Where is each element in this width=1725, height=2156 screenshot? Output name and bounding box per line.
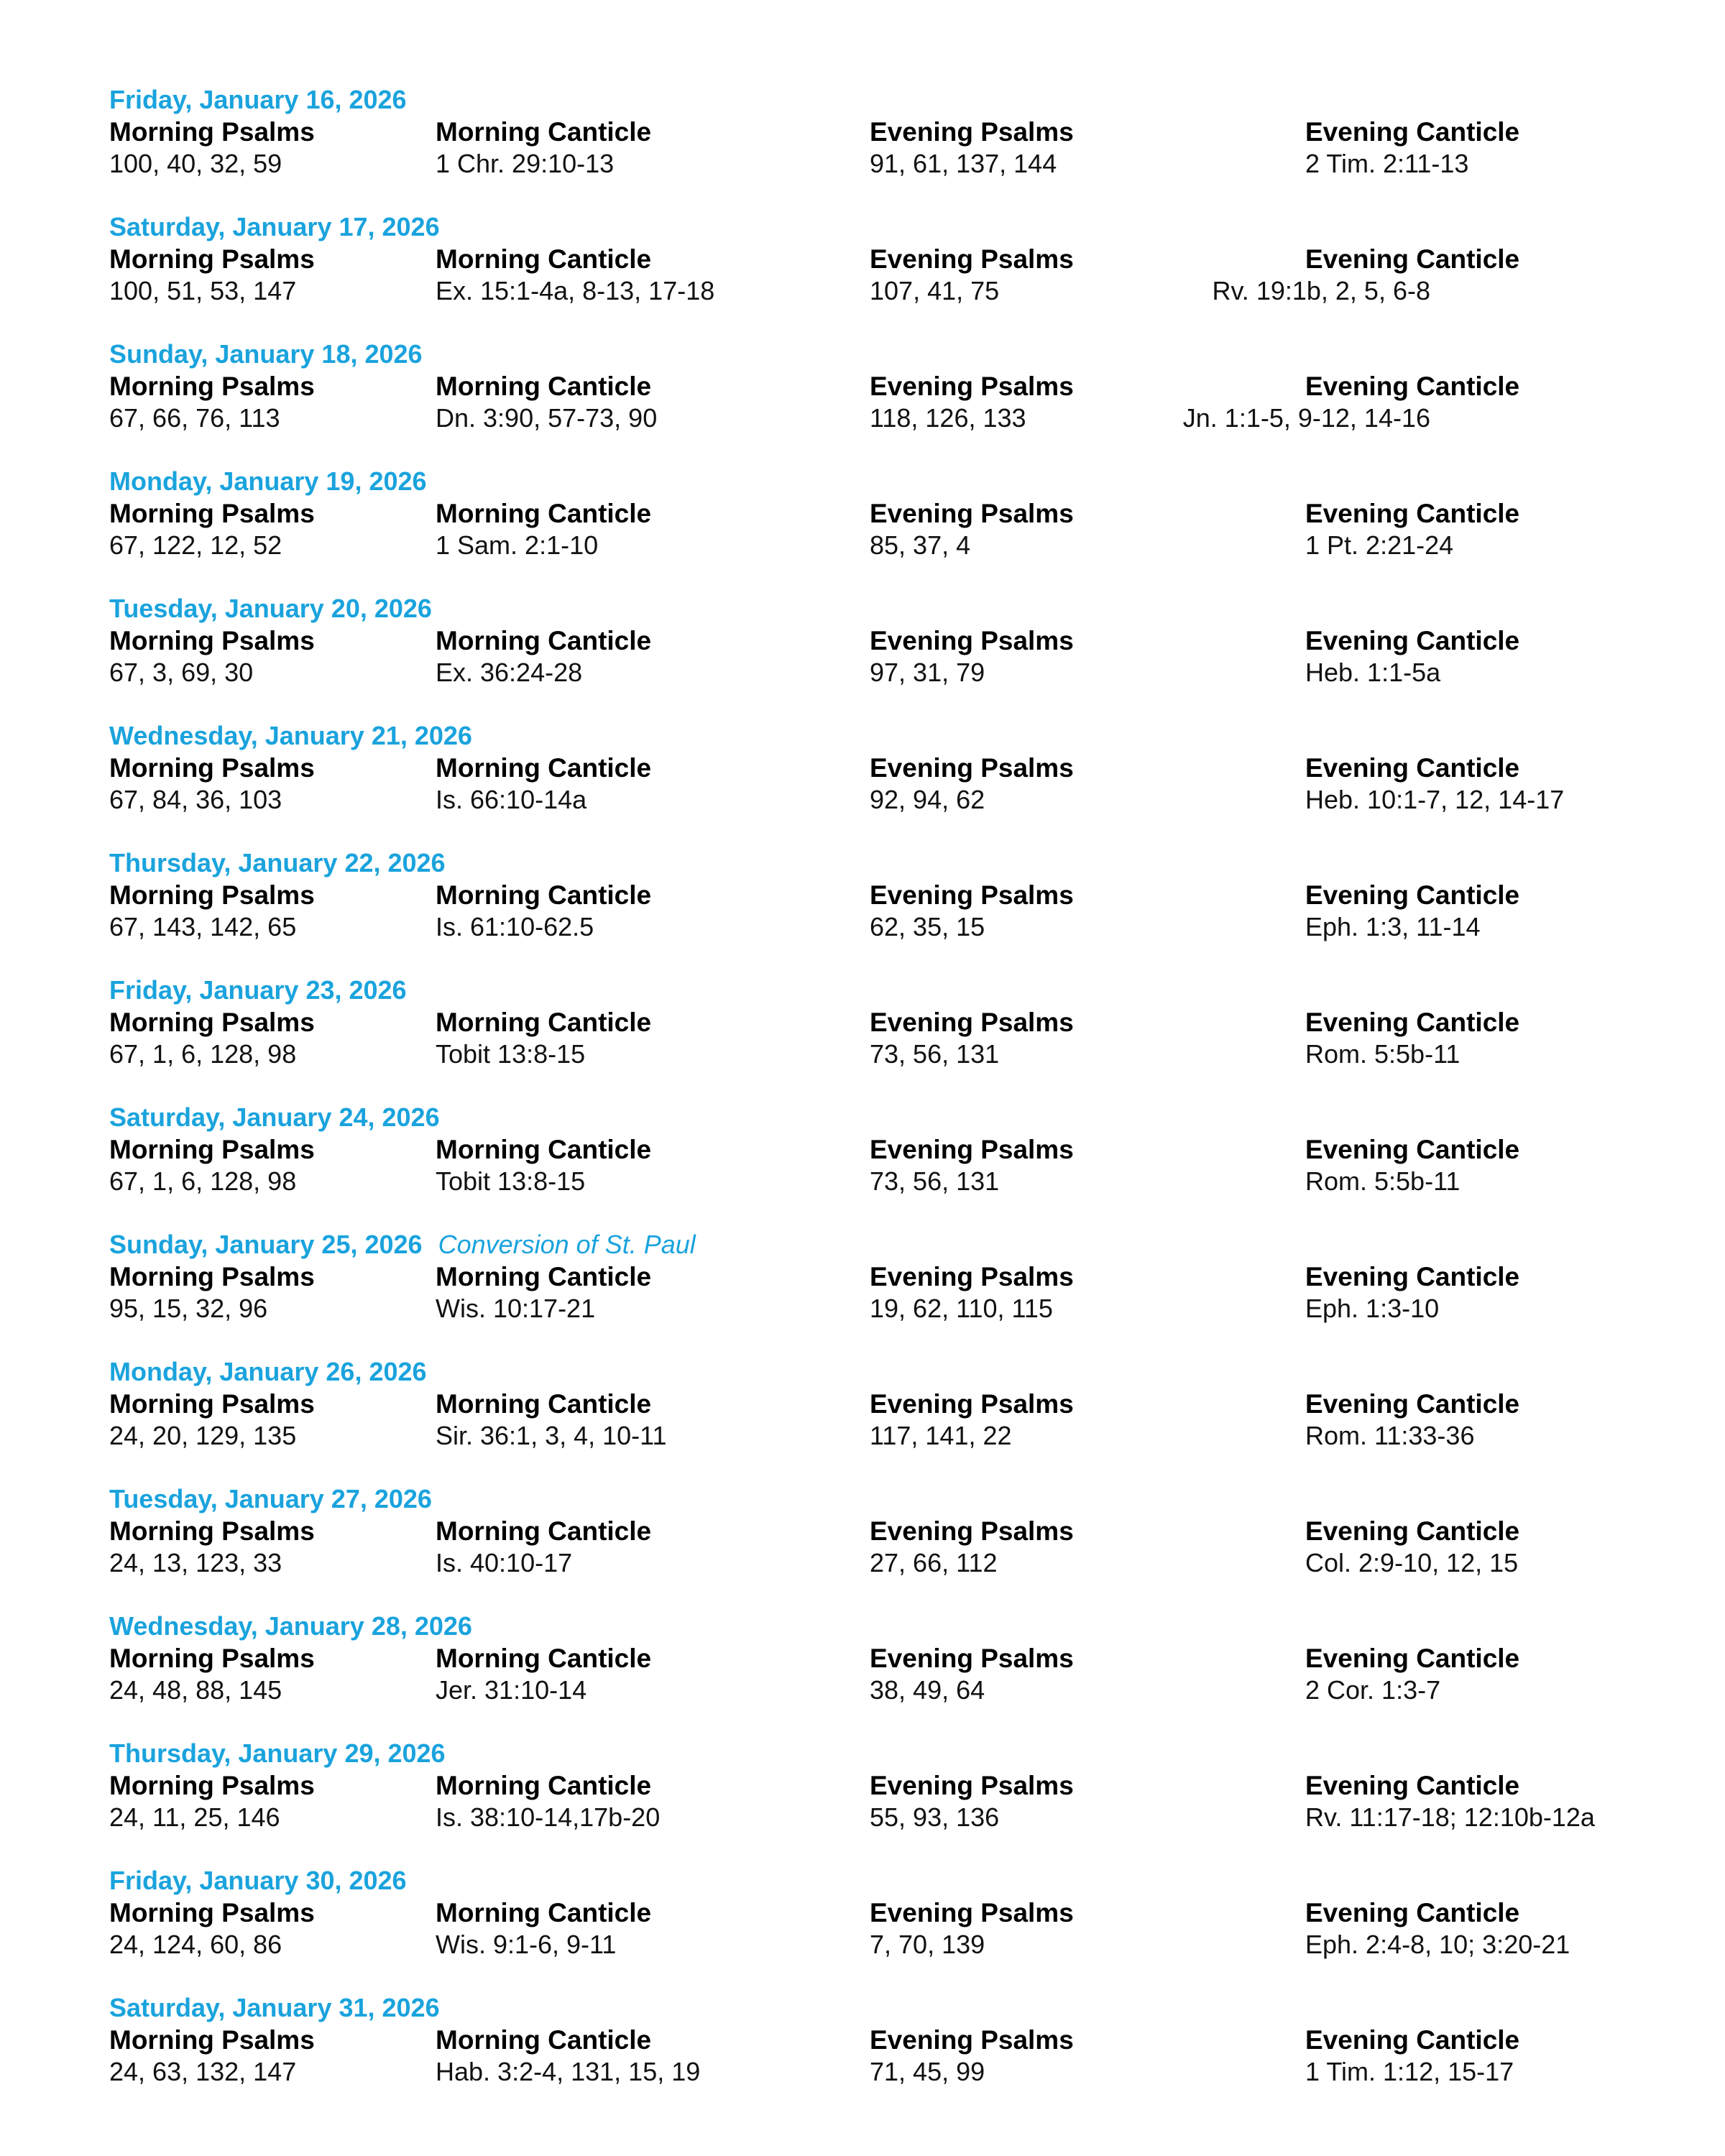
day-date: Sunday, January 25, 2026 bbox=[109, 1230, 423, 1259]
morning-canticle-value: Tobit 13:8-15 bbox=[436, 1166, 586, 1196]
evening-canticle-header: Evening Canticle bbox=[1305, 626, 1520, 655]
morning-psalms-value: 67, 143, 142, 65 bbox=[109, 912, 297, 941]
evening-canticle-value: Rom. 5:5b-11 bbox=[1305, 1039, 1460, 1069]
day-date: Monday, January 26, 2026 bbox=[109, 1357, 427, 1386]
evening-canticle-value: 1 Pt. 2:21-24 bbox=[1305, 530, 1454, 560]
day-date: Tuesday, January 27, 2026 bbox=[109, 1484, 432, 1514]
evening-psalms-header: Evening Psalms bbox=[870, 1389, 1074, 1419]
evening-canticle-header: Evening Canticle bbox=[1305, 1389, 1520, 1419]
day-entry bbox=[109, 1991, 1633, 2119]
evening-psalms-value: 38, 49, 64 bbox=[870, 1675, 985, 1705]
day-entry bbox=[109, 1228, 1633, 1355]
morning-psalms-value: 67, 84, 36, 103 bbox=[109, 785, 282, 814]
evening-psalms-value: 117, 141, 22 bbox=[870, 1421, 1012, 1450]
evening-psalms-header: Evening Psalms bbox=[870, 117, 1074, 147]
evening-psalms-header: Evening Psalms bbox=[870, 1516, 1074, 1546]
evening-canticle-value: Jn. 1:1-5, 9-12, 14-16 bbox=[1182, 403, 1430, 433]
column-header-row bbox=[109, 244, 1633, 275]
morning-psalms-header: Morning Psalms bbox=[109, 1008, 315, 1037]
readings-row bbox=[109, 148, 1633, 180]
evening-psalms-value: 62, 35, 15 bbox=[870, 912, 985, 941]
day-entry bbox=[109, 83, 1633, 211]
column-header-row bbox=[109, 371, 1633, 402]
evening-psalms-header: Evening Psalms bbox=[870, 880, 1074, 910]
day-date: Saturday, January 24, 2026 bbox=[109, 1102, 440, 1132]
evening-psalms-header: Evening Psalms bbox=[870, 244, 1074, 274]
date-line bbox=[109, 1737, 1633, 1770]
morning-psalms-value: 24, 13, 123, 33 bbox=[109, 1548, 282, 1577]
morning-psalms-header: Morning Psalms bbox=[109, 1771, 315, 1800]
morning-psalms-value: 95, 15, 32, 96 bbox=[109, 1294, 268, 1323]
morning-psalms-header: Morning Psalms bbox=[109, 1262, 315, 1291]
evening-canticle-value: Heb. 10:1-7, 12, 14-17 bbox=[1305, 785, 1565, 814]
evening-psalms-header: Evening Psalms bbox=[870, 1644, 1074, 1673]
column-header-row bbox=[109, 1516, 1633, 1547]
evening-canticle-header: Evening Canticle bbox=[1305, 1898, 1520, 1927]
morning-psalms-header: Morning Psalms bbox=[109, 1135, 315, 1164]
evening-psalms-header: Evening Psalms bbox=[870, 1135, 1074, 1164]
morning-canticle-value: 1 Chr. 29:10-13 bbox=[436, 149, 615, 178]
column-header-row bbox=[109, 1643, 1633, 1674]
morning-canticle-header: Morning Canticle bbox=[436, 1008, 652, 1037]
date-line bbox=[109, 1483, 1633, 1516]
date-line bbox=[109, 465, 1633, 498]
evening-canticle-value: Eph. 2:4-8, 10; 3:20-21 bbox=[1305, 1930, 1570, 1959]
morning-canticle-value: Is. 66:10-14a bbox=[436, 785, 587, 814]
evening-psalms-header: Evening Psalms bbox=[870, 753, 1074, 783]
column-header-row bbox=[109, 116, 1633, 148]
evening-canticle-header: Evening Canticle bbox=[1305, 1008, 1520, 1037]
readings-row bbox=[109, 1547, 1633, 1579]
evening-canticle-value: Heb. 1:1-5a bbox=[1305, 658, 1441, 687]
morning-canticle-header: Morning Canticle bbox=[436, 1135, 652, 1164]
evening-canticle-header: Evening Canticle bbox=[1305, 1262, 1520, 1291]
morning-psalms-value: 24, 48, 88, 145 bbox=[109, 1675, 282, 1705]
readings-row bbox=[109, 784, 1633, 816]
date-line bbox=[109, 1610, 1633, 1643]
morning-canticle-header: Morning Canticle bbox=[436, 1516, 652, 1546]
date-line bbox=[109, 1228, 1633, 1261]
evening-psalms-value: 19, 62, 110, 115 bbox=[870, 1294, 1053, 1323]
evening-psalms-value: 71, 45, 99 bbox=[870, 2057, 985, 2086]
morning-psalms-header: Morning Psalms bbox=[109, 753, 315, 783]
readings-row bbox=[109, 1038, 1633, 1070]
evening-psalms-value: 91, 61, 137, 144 bbox=[870, 149, 1057, 178]
evening-canticle-header: Evening Canticle bbox=[1305, 1771, 1520, 1800]
date-line bbox=[109, 211, 1633, 244]
evening-psalms-value: 107, 41, 75 bbox=[870, 276, 1000, 305]
morning-canticle-header: Morning Canticle bbox=[436, 244, 652, 274]
morning-canticle-header: Morning Canticle bbox=[436, 1771, 652, 1800]
evening-canticle-value: Rom. 5:5b-11 bbox=[1305, 1166, 1460, 1196]
evening-psalms-value: 92, 94, 62 bbox=[870, 785, 985, 814]
readings-row bbox=[109, 530, 1633, 561]
morning-canticle-header: Morning Canticle bbox=[436, 1262, 652, 1291]
column-header-row bbox=[109, 1897, 1633, 1929]
evening-canticle-value: 2 Cor. 1:3-7 bbox=[1305, 1675, 1441, 1705]
day-entry bbox=[109, 1737, 1633, 1864]
daily-readings-schedule bbox=[109, 83, 1633, 2119]
morning-psalms-value: 67, 3, 69, 30 bbox=[109, 658, 254, 687]
morning-canticle-value: 1 Sam. 2:1-10 bbox=[436, 530, 599, 560]
readings-row bbox=[109, 275, 1633, 307]
column-header-row bbox=[109, 752, 1633, 784]
day-date: Thursday, January 22, 2026 bbox=[109, 848, 446, 877]
evening-canticle-header: Evening Canticle bbox=[1305, 753, 1520, 783]
morning-psalms-value: 67, 1, 6, 128, 98 bbox=[109, 1039, 297, 1069]
readings-row bbox=[109, 1674, 1633, 1706]
evening-psalms-value: 73, 56, 131 bbox=[870, 1039, 1000, 1069]
morning-psalms-value: 24, 20, 129, 135 bbox=[109, 1421, 297, 1450]
day-entry bbox=[109, 211, 1633, 338]
day-date: Friday, January 23, 2026 bbox=[109, 975, 407, 1005]
day-entry bbox=[109, 1101, 1633, 1228]
evening-canticle-header: Evening Canticle bbox=[1305, 499, 1520, 528]
evening-psalms-header: Evening Psalms bbox=[870, 1262, 1074, 1291]
day-date: Wednesday, January 28, 2026 bbox=[109, 1611, 472, 1641]
morning-psalms-header: Morning Psalms bbox=[109, 1898, 315, 1927]
morning-psalms-header: Morning Psalms bbox=[109, 1389, 315, 1419]
evening-psalms-value: 55, 93, 136 bbox=[870, 1802, 1000, 1832]
evening-psalms-header: Evening Psalms bbox=[870, 2025, 1074, 2055]
date-line bbox=[109, 1864, 1633, 1897]
evening-canticle-value: Rv. 19:1b, 2, 5, 6-8 bbox=[1212, 276, 1430, 305]
evening-psalms-value: 7, 70, 139 bbox=[870, 1930, 985, 1959]
morning-psalms-value: 24, 124, 60, 86 bbox=[109, 1930, 282, 1959]
readings-row bbox=[109, 2056, 1633, 2088]
day-date: Friday, January 30, 2026 bbox=[109, 1866, 407, 1895]
day-date: Sunday, January 18, 2026 bbox=[109, 339, 423, 369]
morning-psalms-header: Morning Psalms bbox=[109, 880, 315, 910]
evening-canticle-value: Rv. 11:17-18; 12:10b-12a bbox=[1305, 1802, 1595, 1832]
morning-psalms-header: Morning Psalms bbox=[109, 117, 315, 147]
morning-psalms-value: 67, 66, 76, 113 bbox=[109, 403, 280, 433]
readings-row bbox=[109, 1293, 1633, 1325]
morning-canticle-value: Hab. 3:2-4, 131, 15, 19 bbox=[436, 2057, 701, 2086]
evening-canticle-value: Rom. 11:33-36 bbox=[1305, 1421, 1475, 1450]
morning-canticle-value: Ex. 15:1-4a, 8-13, 17-18 bbox=[436, 276, 715, 305]
morning-psalms-value: 24, 11, 25, 146 bbox=[109, 1802, 280, 1832]
morning-psalms-value: 100, 51, 53, 147 bbox=[109, 276, 297, 305]
evening-psalms-value: 27, 66, 112 bbox=[870, 1548, 998, 1577]
evening-canticle-value: Eph. 1:3, 11-14 bbox=[1305, 912, 1481, 941]
evening-psalms-value: 85, 37, 4 bbox=[870, 530, 971, 560]
evening-canticle-value: 1 Tim. 1:12, 15-17 bbox=[1305, 2057, 1514, 2086]
day-date: Friday, January 16, 2026 bbox=[109, 85, 407, 114]
morning-canticle-value: Is. 61:10-62.5 bbox=[436, 912, 594, 941]
morning-canticle-value: Dn. 3:90, 57-73, 90 bbox=[436, 403, 658, 433]
evening-canticle-header: Evening Canticle bbox=[1305, 117, 1520, 147]
column-header-row bbox=[109, 1261, 1633, 1293]
date-line bbox=[109, 974, 1633, 1007]
feast-name: Conversion of St. Paul bbox=[438, 1230, 696, 1259]
evening-canticle-header: Evening Canticle bbox=[1305, 880, 1520, 910]
readings-row bbox=[109, 1929, 1633, 1961]
morning-psalms-header: Morning Psalms bbox=[109, 499, 315, 528]
day-date: Tuesday, January 20, 2026 bbox=[109, 594, 432, 623]
day-entry bbox=[109, 1483, 1633, 1610]
date-line bbox=[109, 83, 1633, 116]
day-entry bbox=[109, 847, 1633, 974]
date-line bbox=[109, 592, 1633, 625]
evening-canticle-value: 2 Tim. 2:11-13 bbox=[1305, 149, 1469, 178]
morning-canticle-value: Sir. 36:1, 3, 4, 10-11 bbox=[436, 1421, 667, 1450]
readings-row bbox=[109, 911, 1633, 943]
evening-canticle-header: Evening Canticle bbox=[1305, 372, 1520, 401]
day-entry bbox=[109, 338, 1633, 465]
morning-canticle-value: Is. 40:10-17 bbox=[436, 1548, 573, 1577]
morning-canticle-header: Morning Canticle bbox=[436, 499, 652, 528]
morning-canticle-header: Morning Canticle bbox=[436, 1389, 652, 1419]
evening-psalms-value: 73, 56, 131 bbox=[870, 1166, 1000, 1196]
day-date: Saturday, January 17, 2026 bbox=[109, 212, 440, 241]
morning-canticle-header: Morning Canticle bbox=[436, 2025, 652, 2055]
column-header-row bbox=[109, 1134, 1633, 1166]
morning-psalms-value: 100, 40, 32, 59 bbox=[109, 149, 282, 178]
column-header-row bbox=[109, 1770, 1633, 1802]
morning-canticle-header: Morning Canticle bbox=[436, 880, 652, 910]
evening-canticle-header: Evening Canticle bbox=[1305, 244, 1520, 274]
morning-canticle-header: Morning Canticle bbox=[436, 626, 652, 655]
date-line bbox=[109, 338, 1633, 371]
morning-canticle-header: Morning Canticle bbox=[436, 117, 652, 147]
column-header-row bbox=[109, 1388, 1633, 1420]
evening-psalms-header: Evening Psalms bbox=[870, 626, 1074, 655]
morning-psalms-value: 24, 63, 132, 147 bbox=[109, 2057, 297, 2086]
morning-psalms-header: Morning Psalms bbox=[109, 626, 315, 655]
readings-row bbox=[109, 402, 1633, 434]
column-header-row bbox=[109, 880, 1633, 911]
day-date: Monday, January 19, 2026 bbox=[109, 466, 427, 496]
morning-canticle-header: Morning Canticle bbox=[436, 753, 652, 783]
day-entry bbox=[109, 465, 1633, 592]
morning-psalms-header: Morning Psalms bbox=[109, 372, 315, 401]
day-entry bbox=[109, 1864, 1633, 1991]
morning-psalms-header: Morning Psalms bbox=[109, 1644, 315, 1673]
morning-canticle-value: Jer. 31:10-14 bbox=[436, 1675, 587, 1705]
evening-psalms-header: Evening Psalms bbox=[870, 372, 1074, 401]
morning-psalms-header: Morning Psalms bbox=[109, 1516, 315, 1546]
day-date: Thursday, January 29, 2026 bbox=[109, 1738, 446, 1768]
evening-canticle-header: Evening Canticle bbox=[1305, 1516, 1520, 1546]
evening-canticle-header: Evening Canticle bbox=[1305, 1135, 1520, 1164]
morning-canticle-header: Morning Canticle bbox=[436, 372, 652, 401]
morning-canticle-value: Wis. 9:1-6, 9-11 bbox=[436, 1930, 617, 1959]
evening-psalms-value: 97, 31, 79 bbox=[870, 658, 985, 687]
evening-canticle-header: Evening Canticle bbox=[1305, 1644, 1520, 1673]
column-header-row bbox=[109, 625, 1633, 657]
morning-canticle-value: Tobit 13:8-15 bbox=[436, 1039, 586, 1069]
readings-row bbox=[109, 1166, 1633, 1197]
column-header-row bbox=[109, 2024, 1633, 2056]
readings-row bbox=[109, 1802, 1633, 1833]
day-date: Wednesday, January 21, 2026 bbox=[109, 721, 472, 750]
morning-psalms-header: Morning Psalms bbox=[109, 244, 315, 274]
evening-psalms-header: Evening Psalms bbox=[870, 499, 1074, 528]
date-line bbox=[109, 1101, 1633, 1134]
evening-psalms-header: Evening Psalms bbox=[870, 1008, 1074, 1037]
date-line bbox=[109, 847, 1633, 880]
date-line bbox=[109, 1991, 1633, 2024]
date-line bbox=[109, 1355, 1633, 1388]
evening-canticle-value: Col. 2:9-10, 12, 15 bbox=[1305, 1548, 1519, 1577]
evening-psalms-header: Evening Psalms bbox=[870, 1898, 1074, 1927]
morning-psalms-value: 67, 1, 6, 128, 98 bbox=[109, 1166, 297, 1196]
readings-row bbox=[109, 657, 1633, 688]
evening-canticle-header: Evening Canticle bbox=[1305, 2025, 1520, 2055]
day-entry bbox=[109, 1355, 1633, 1483]
readings-row bbox=[109, 1420, 1633, 1452]
column-header-row bbox=[109, 1007, 1633, 1038]
day-entry bbox=[109, 974, 1633, 1101]
evening-canticle-value: Eph. 1:3-10 bbox=[1305, 1294, 1440, 1323]
day-entry bbox=[109, 719, 1633, 847]
evening-psalms-value: 118, 126, 133 bbox=[870, 403, 1026, 433]
evening-psalms-header: Evening Psalms bbox=[870, 1771, 1074, 1800]
day-entry bbox=[109, 592, 1633, 719]
morning-canticle-header: Morning Canticle bbox=[436, 1644, 652, 1673]
date-line bbox=[109, 719, 1633, 752]
day-date: Saturday, January 31, 2026 bbox=[109, 1993, 440, 2022]
morning-canticle-value: Ex. 36:24-28 bbox=[436, 658, 583, 687]
morning-canticle-header: Morning Canticle bbox=[436, 1898, 652, 1927]
morning-psalms-value: 67, 122, 12, 52 bbox=[109, 530, 282, 560]
day-entry bbox=[109, 1610, 1633, 1737]
morning-canticle-value: Wis. 10:17-21 bbox=[436, 1294, 596, 1323]
column-header-row bbox=[109, 498, 1633, 530]
morning-canticle-value: Is. 38:10-14,17b-20 bbox=[436, 1802, 661, 1832]
morning-psalms-header: Morning Psalms bbox=[109, 2025, 315, 2055]
